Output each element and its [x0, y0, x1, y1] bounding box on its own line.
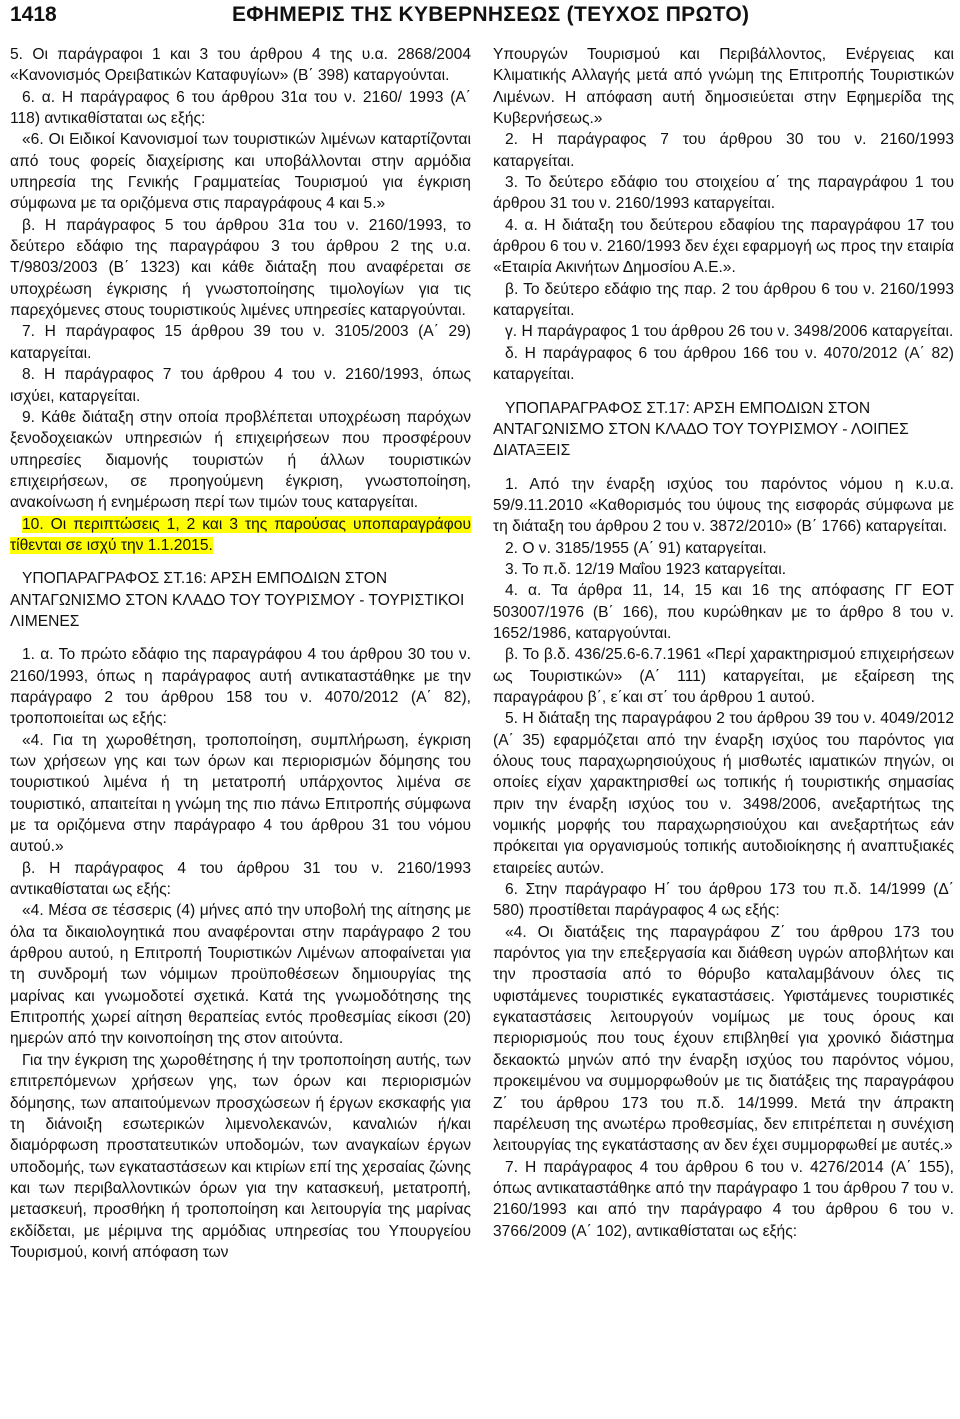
paragraph: 1. α. Το πρώτο εδάφιο της παραγράφου 4 του άρθρου 30 του ν. 2160/1993, όπως η παράγραφος αυτή αντικαταστάθηκε με την παράγραφο 2 του άρθρου 158 του ν. 4070/2012 (Α΄ 82), τροποποιείται ως εξής:: [10, 646, 471, 728]
right-column: [493, 44, 954, 1242]
paragraph: β. Η παράγραφος 4 του άρθρου 31 του ν. 2160/1993 αντικαθίσταται ως εξής:: [10, 859, 471, 899]
paragraph: δ. Η παράγραφος 6 του άρθρου 166 του ν. 4070/2012 (Α΄ 82) καταργείται.: [493, 344, 954, 384]
page-header: [0, 0, 960, 36]
paragraph: 3. Το π.δ. 12/19 Μαΐου 1923 καταργείται.: [505, 560, 787, 578]
paragraph: 5. Η διάταξη της παραγράφου 2 του άρθρου 39 του ν. 4049/2012 (Α΄ 35) εφαρμόζεται από την έναρξη ισχύος του παρόντος για όλους τους παραχωρησιούχους ή μισθωτές ιαματικών πηγών, οι οποίες είχαν χαρακτηρισθεί ως τοπικής ή τουριστικής σημασίας πριν την έναρξη ισχύος του ν. 3498/2006, ανεξαρτήτως της νομικής μορφής του παραχωρησιούχου και ανεξαρτήτως εάν πρόκειται για οργανισμούς τοπικής αυτοδιοίκησης ή αναπτυξιακές εταιρείες αυτών.: [493, 710, 954, 877]
left-column: [10, 44, 471, 1263]
section-heading: ΥΠΟΠΑΡΑΓΡΑΦΟΣ ΣΤ.17: ΑΡΣΗ ΕΜΠΟΔΙΩΝ ΣΤΟΝ ΑΝΤΑΓΩΝΙΣΜΟ ΣΤΟΝ ΚΛΑΔΟ ΤΟΥ ΤΟΥΡΙΣΜΟΥ - ΛΟΙΠΕΣ ΔΙΑΤΑΞΕΙΣ: [493, 399, 909, 460]
paragraph: 2. Ο ν. 3185/1955 (Α΄ 91) καταργείται.: [505, 539, 767, 557]
paragraph: β. Η παράγραφος 5 του άρθρου 31α του ν. 2160/1993, το δεύτερο εδάφιο της παραγράφου 3 του άρθρου 2 της υ.α. Τ/9803/2003 (Β΄ 1323) και κάθε διάταξη που αναφέρεται σε υποχρέωση έγκρισης ή γνωστοποίησης τιμολογίων για τις παρεχόμενες στους τουριστικούς λιμένες υπηρεσίες καταργούνται.: [10, 216, 471, 320]
paragraph: «4. Για τη χωροθέτηση, τροποποίηση, συμπλήρωση, έγκριση των χρήσεων γης και των όρων και περιορισμών δόμησης του τουριστικού λιμένα ή τη μετατροπή υπάρχοντος λιμένα σε τουριστικό, απαιτείται η γνώμη της πιο πάνω Επιτροπής σύμφωνα με τα οριζόμενα στην παράγραφο 4 του άρθρου 31 του νόμου αυτού.»: [10, 731, 471, 856]
paragraph: β. Το δεύτερο εδάφιο της παρ. 2 του άρθρου 6 του ν. 2160/1993 καταργείται.: [493, 280, 954, 320]
paragraph: 9. Κάθε διάταξη στην οποία προβλέπεται υποχρέωση παρόχων ξενοδοχειακών υπηρεσιών ή επιχειρήσεων που προσφέρουν υπηρεσίες διαμονής τουριστών ή άλλων τουριστικών επιχειρήσεων, σε προηγούμενη έγκριση, γνωστοποίηση, ανακοίνωση ή ενημέρωση περί των τιμών τους καταργείται.: [10, 408, 471, 512]
highlighted-text: 10. Οι περιπτώσεις 1, 2 και 3 της παρούσας υποπαραγράφου τίθενται σε ισχύ την 1.1.2015.: [10, 515, 471, 554]
paragraph: 7. Η παράγραφος 15 άρθρου 39 του ν. 3105/2003 (Α΄ 29) καταργείται.: [10, 323, 471, 362]
paragraph: 1. Από την έναρξη ισχύος του παρόντος νόμου η κ.υ.α. 59/9.11.2010 «Καθορισμός του ύψους της εισφοράς σύμφωνα με τη διάταξη του άρθρου 2 του ν. 3872/2010» (Β΄ 1766) καταργείται.: [493, 475, 954, 536]
paragraph: β. Το β.δ. 436/25.6-6.7.1961 «Περί χαρακτηρισμού επιχειρήσεων ως Τουριστικών» (Α΄ 111) καταργείται, με εξαίρεση της παραγράφου β΄, ε΄και στ΄ του άρθρου 1 αυτού.: [493, 646, 954, 706]
page-number: 1418: [10, 3, 57, 26]
paragraph: 6. α. Η παράγραφος 6 του άρθρου 31α του ν. 2160/ 1993 (Α΄ 118) αντικαθίσταται ως εξής:: [10, 88, 471, 128]
paragraph: 3. Το δεύτερο εδάφιο του στοιχείου α΄ της παραγράφου 1 του άρθρου 31 του ν. 2160/1993 καταργείται.: [493, 174, 954, 213]
gazette-title: ΕΦΗΜΕΡΙΣ ΤΗΣ ΚΥΒΕΡΝΗΣΕΩΣ (ΤΕΥΧΟΣ ΠΡΩΤΟ): [232, 3, 750, 26]
paragraph: 8. Η παράγραφος 7 του άρθρου 4 του ν. 2160/1993, όπως ισχύει, καταργείται.: [10, 366, 471, 405]
paragraph: 5. Οι παράγραφοι 1 και 3 του άρθρου 4 της υ.α. 2868/2004 «Κανονισμός Ορειβατικών Καταφυγίων» (Β΄ 398) καταργούνται.: [10, 46, 471, 85]
paragraph: 2. Η παράγραφος 7 του άρθρου 30 του ν. 2160/1993 καταργείται.: [493, 131, 954, 170]
paragraph: Υπουργών Τουρισμού και Περιβάλλοντος, Ενέργειας και Κλιματικής Αλλαγής μετά από γνώμη της Επιτροπής Τουριστικών Λιμένων. Η απόφαση αυτή δημοσιεύεται στην Εφημερίδα της Κυβερνήσεως.»: [493, 46, 954, 128]
paragraph: 4. α. Η διάταξη του δεύτερου εδαφίου της παραγράφου 17 του άρθρου 6 του ν. 2160/1993 δεν έχει εφαρμογή ως προς την εταιρία «Εταιρία Ακινήτων Δημοσίου Α.Ε.».: [493, 216, 954, 277]
paragraph: 7. Η παράγραφος 4 του άρθρου 6 του ν. 4276/2014 (Α΄ 155), όπως αντικαταστάθηκε από την παράγραφο 1 του άρθρου 7 του ν. 2160/1993 και από την παράγραφο 4 του άρθρου 6 του ν. 3766/2009 (Α΄ 102), αντικαθίσταται ως εξής:: [493, 1158, 954, 1240]
paragraph: 6. Στην παράγραφο Η΄ του άρθρου 173 του π.δ. 14/1999 (Δ΄ 580) προστίθεται παράγραφος 4 ως εξής:: [493, 881, 954, 920]
paragraph: γ. Η παράγραφος 1 του άρθρου 26 του ν. 3498/2006 καταργείται.: [505, 323, 954, 341]
section-heading: ΥΠΟΠΑΡΑΓΡΑΦΟΣ ΣΤ.16: ΑΡΣΗ ΕΜΠΟΔΙΩΝ ΣΤΟΝ ΑΝΤΑΓΩΝΙΣΜΟ ΣΤΟΝ ΚΛΑΔΟ ΤΟΥ ΤΟΥΡΙΣΜΟΥ - ΤΟΥΡΙΣΤΙΚΟΙ ΛΙΜΕΝΕΣ: [10, 570, 465, 630]
paragraph: Για την έγκριση της χωροθέτησης ή την τροποποίηση αυτής, των επιτρεπόμενων χρήσεων γης, των όρων και περιορισμών δόμησης, των απαιτούμενων προσχώσεων ή έργων εκσκαφής για τη διάνοιξη εσωτερικών λιμενολεκανών, καναλιών ή/και διαμόρφωση προστατευτικών υποδομών, των αναγκαίων έργων υποδομής, των εγκαταστάσεων και κτιρίων επί της χερσαίας ζώνης και των περιβαλλοντικών όρων για την κατασκευή, μετατροπή, μετασκευή, προσθήκη ή τροποποίηση και λειτουργία της μαρίνας εκδίδεται, με μέριμνα της αρμόδιας υπηρεσίας του Υπουργείου Τουρισμού, κοινή απόφαση των: [10, 1051, 471, 1261]
highlighted-paragraph: [10, 514, 471, 557]
paragraph: 4. α. Τα άρθρα 11, 14, 15 και 16 της απόφασης ΓΓ ΕΟΤ 503007/1976 (Β΄ 166), που κυρώθηκαν με το άρθρο 8 του ν. 1652/1986, καταργούνται.: [493, 582, 954, 642]
paragraph: «4. Μέσα σε τέσσερις (4) μήνες από την υποβολή της αίτησης με όλα τα δικαιολογητικά που αναφέρονται στην παράγραφο 2 του άρθρου αυτού, η Επιτροπή Τουριστικών Λιμένων αποφαίνεται για τη συνδρομή των νόμιμων προϋποθέσεων δημιουργίας της μαρίνας και γνωμοδοτεί σχετικά. Κατά της γνωμοδότησης της Επιτροπής χωρεί αίτηση θεραπείας εντός προθεσμίας είκοσι (20) ημερών από την κοινοποίηση της στον αιτούντα.: [10, 902, 471, 1048]
paragraph: «6. Οι Ειδικοί Κανονισμοί των τουριστικών λιμένων καταρτίζονται από τους φορείς διαχείρισης και υποβάλλονται στην αρμόδια υπηρεσία της Γενικής Γραμματείας Τουρισμού για έγκριση σύμφωνα με τα οριζόμενα στις παραγράφους 4 και 5.»: [10, 131, 471, 213]
paragraph: «4. Οι διατάξεις της παραγράφου Ζ΄ του άρθρου 173 του παρόντος για την επεξεργασία και διάθεση υγρών αποβλήτων και την προστασία από το θόρυβο καταλαμβάνουν όλες τις υφιστάμενες τουριστικές εγκαταστάσεις. Υφιστάμενες τουριστικές εγκαταστάσεις λειτουργούν νομίμως με τους όρους και περιορισμούς που τους έχουν επιβληθεί για χρονικό διάστημα δεκαοκτώ μηνών από την έναρξη ισχύος του παρόντος νόμου, προκειμένου να συμμορφωθούν με τις διατάξεις της παραγράφου Ζ΄ του άρθρου 173 του π.δ. 14/1999. Μετά την άπρακτη παρέλευση της ανωτέρω προθεσμίας, δεν επιτρέπεται η συνέχιση λειτουργίας της εγκατάστασης αν δεν έχει συμμορφωθεί με αυτές.»: [493, 923, 954, 1155]
